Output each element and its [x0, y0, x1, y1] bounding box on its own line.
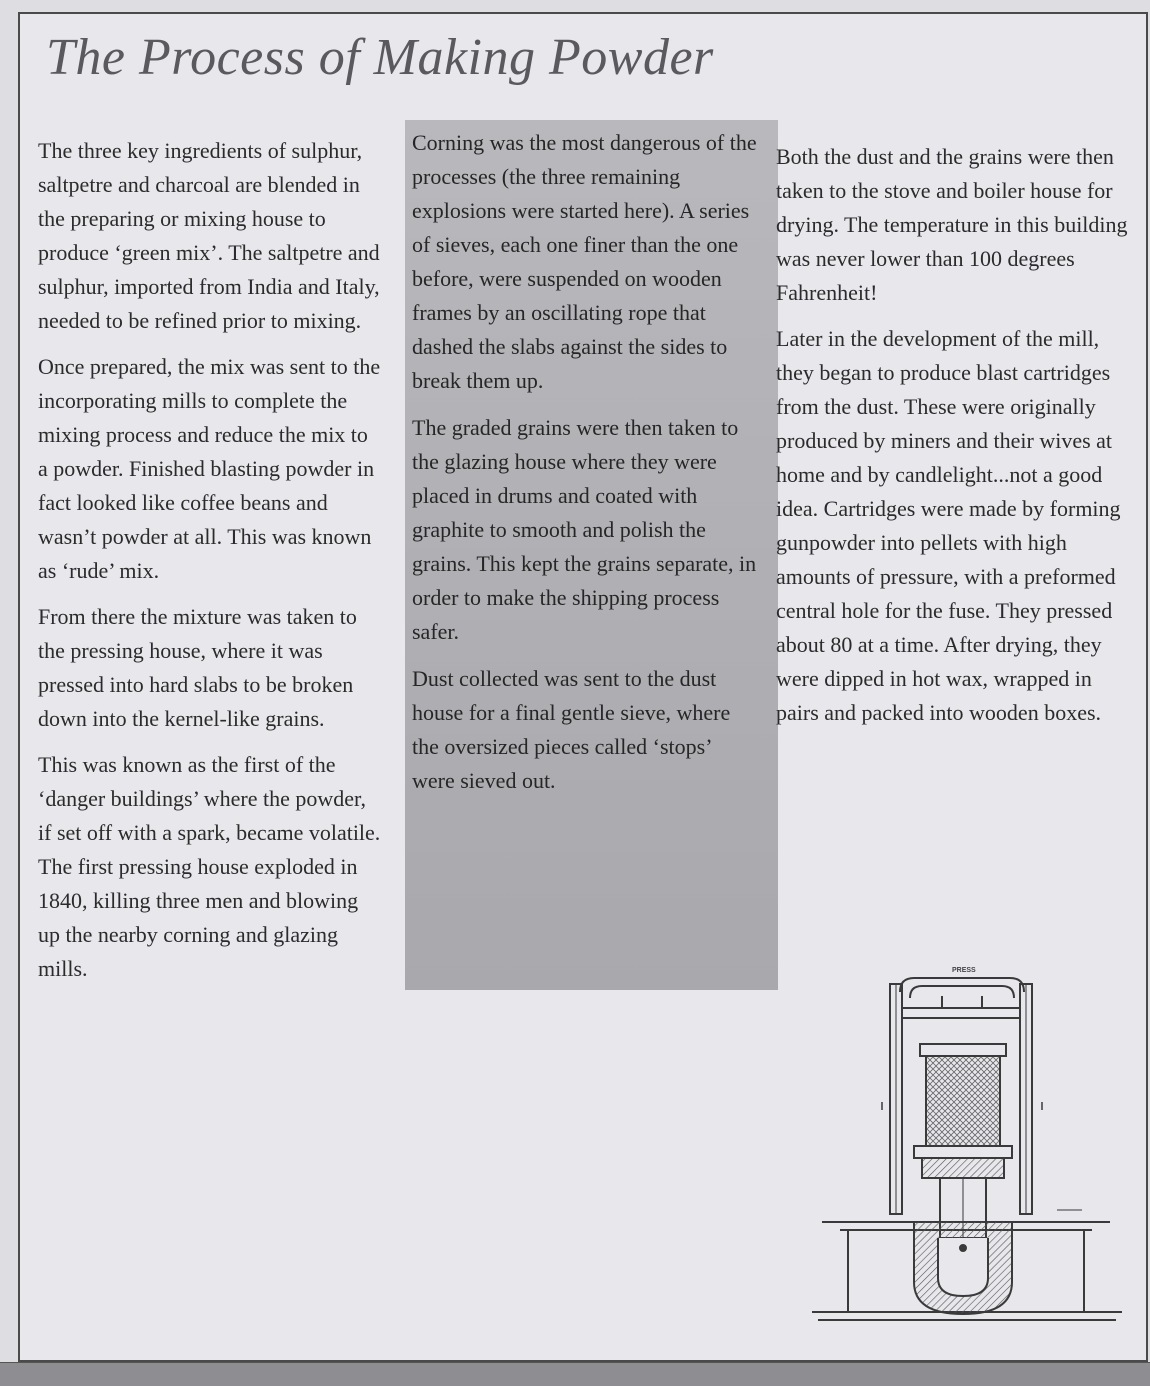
bottom-band: [0, 1362, 1150, 1386]
press-label: PRESS: [952, 967, 976, 974]
paragraph: Corning was the most dangerous of the processes (the three remaining explosions were started here). A series of sieves, each one finer than the one before, were suspended on wooden frames by an oscillating rope that dashed the slabs against the sides to break them up.: [412, 130, 757, 393]
paragraph: Dust collected was sent to the dust house for a final gentle sieve, where the oversized pieces called ‘stops’ were sieved out.: [412, 666, 731, 793]
paragraph: Later in the development of the mill, they began to produce blast cartridges from the dust. These were originally produced by miners and their wives at home and by candlelight...not a good idea. Cartridges were made by forming gunpowder into pellets with high amounts of pressure, with a preformed central hole for the fuse. They pressed about 80 at a time. After drying, they were dipped in hot wax, wrapped in pairs and packed into wooden boxes.: [776, 326, 1121, 725]
right-column: [776, 140, 1132, 742]
page-title: The Process of Making Powder: [46, 29, 714, 86]
paragraph: From there the mixture was taken to the pressing house, where it was pressed into hard slabs to be broken down into the kernel-like grains.: [38, 604, 357, 731]
exhibit-panel: [18, 12, 1148, 1362]
left-column: [38, 134, 383, 998]
paragraph: The graded grains were then taken to the glazing house where they were placed in drums and coated with graphite to smooth and polish the grains. This kept the grains separate, in order to make the shipping process safer.: [412, 415, 757, 644]
paragraph: Once prepared, the mix was sent to the incorporating mills to complete the mixing process and reduce the mix to a powder. Finished blasting powder in fact looked like coffee beans and wasn’t powder at all. This was known as ‘rude’ mix.: [38, 354, 381, 583]
paragraph: This was known as the first of the ‘danger buildings’ where the powder, if set off with a spark, became volatile. The first pressing house exploded in 1840, killing three men and blowing up the nearby corning and glazing mills.: [38, 752, 381, 981]
hydraulic-press-drawing-icon: [792, 952, 1132, 1342]
paragraph: The three key ingredients of sulphur, saltpetre and charcoal are blended in the preparing or mixing house to produce ‘green mix’. The saltpetre and sulphur, imported from India and Italy, needed to be refined prior to mixing.: [38, 138, 380, 333]
paragraph: Both the dust and the grains were then taken to the stove and boiler house for drying. The temperature in this building was never lower than 100 degrees Fahrenheit!: [776, 144, 1128, 305]
middle-column: [412, 126, 757, 811]
